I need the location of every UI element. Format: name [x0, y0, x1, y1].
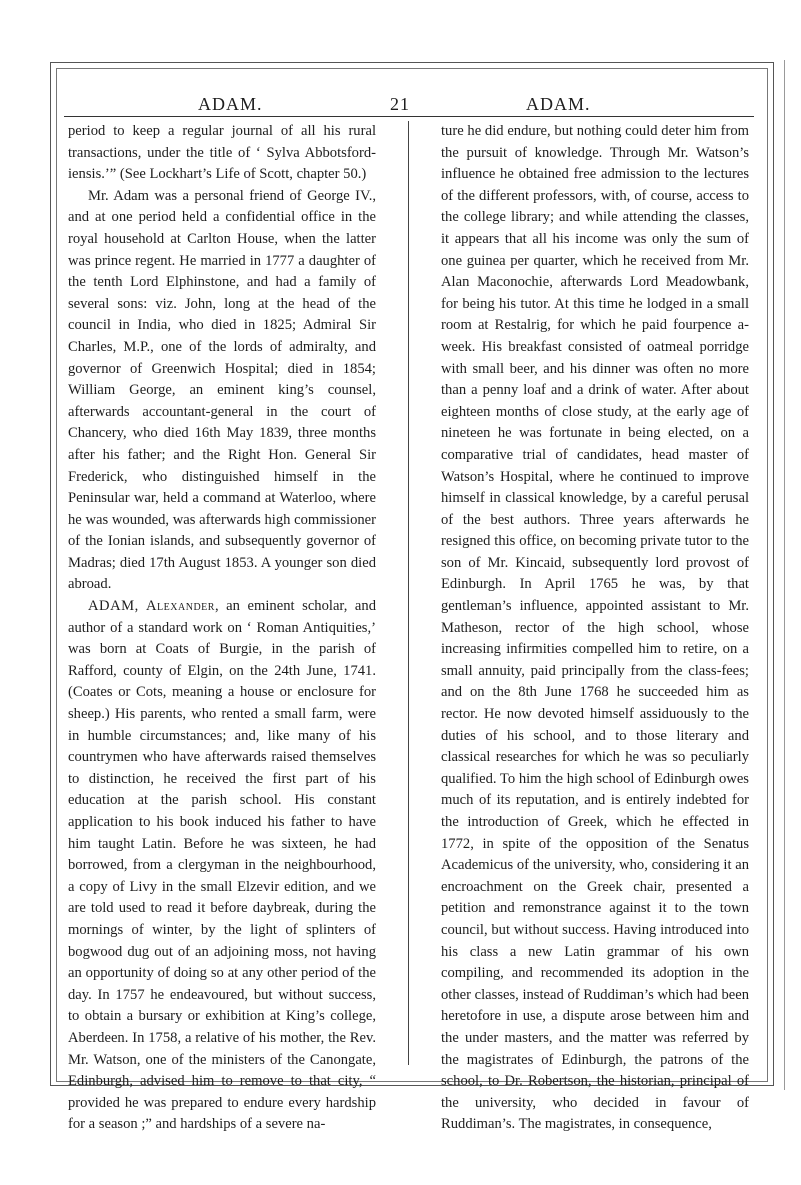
running-header [60, 94, 760, 118]
paragraph: period to keep a regular journal of all his rural transactions, under the title of ‘ Sylva Abbotsford-iensis.’” (See Lockhart’s Life of Scott, chapter 50.) [68, 123, 376, 183]
page-edge-rule [784, 60, 785, 1090]
paragraph-entry-adam-alexander [68, 596, 376, 1136]
page-number: 21 [390, 94, 410, 114]
left-column [68, 121, 376, 1136]
column-divider [408, 121, 409, 1065]
header-right-word: ADAM. [526, 94, 591, 114]
header-left-word: ADAM. [198, 94, 263, 114]
header-rule [64, 116, 754, 117]
right-column [441, 121, 749, 1136]
paragraph: ture he did endure, but nothing could deter him from the pursuit of knowledge. Through Mr. Watson’s influence he obtained free admission to the lectures of the different professors, with, of course, access to the college library; and while attending the classes, it appears that all his income was only the sum of one guinea per quarter, which he received from Mr. Alan Maconochie, afterwards Lord Meadowbank, for being his tutor. At this time he lodged in a small room at Restalrig, for which he paid fourpence a-week. His breakfast consisted of oatmeal porridge with small beer, and his dinner was often no more than a penny loaf and a drink of water. After about eighteen months of close study, at the early age of nineteen he was fortunate in being elected, on a comparative trial of candidates, head master of Watson’s Hospital, where he continued to improve himself in classical knowledge, by a careful perusal of the best authors. Three years afterwards he resigned this office, on becoming private tutor to the son of Mr. Kincaid, subsequently lord provost of Edinburgh. In April 1765 he was, by that gentleman’s influence, appointed assistant to Mr. Matheson, rector of the high school, whose increasing infirmities compelled him to retire, on a small annuity, paid principally from the class-fees; and on the 8th June 1768 he succeeded him as rector. He now devoted himself assiduously to the duties of his school, and to those literary and classical researches for which he was so peculiarly qualified. To him the high school of Edinburgh owes much of its reputation, and is entirely indebted for the introduction of Greek, which he effected in 1772, in spite of the opposition of the Senatus Academicus of the university, who, considering it an encroachment on the Greek chair, presented a petition and remonstrance against it to the town council, but without success. Having introduced into his class a new Latin grammar of his own compiling, and recommended its adoption in the other classes, instead of Ruddiman’s which had been heretofore in use, a dispute arose between him and the under masters, and the matter was referred by the magistrates of Edinburgh, the patrons of the school, to Dr. Robertson, the historian, principal of the university, who decided in favour of Ruddiman’s. The magistrates, in consequence, [441, 123, 750, 1133]
entry-headword: ADAM, Alexander [88, 598, 215, 615]
paragraph: Mr. Adam was a personal friend of George IV., and at one period held a confidential office in the royal household at Carlton House, when the latter was prince regent. He married in 1777 a daughter of the tenth Lord Elphinstone, and had a family of several sons: viz. John, long at the head of the council in India, who died in 1825; Admiral Sir Charles, M.P., one of the lords of admiralty, and governor of Greenwich Hospital; died in 1854; William George, an eminent king’s counsel, afterwards accountant-general in the court of Chancery, who died 16th May 1839, three months after his father; and the Right Hon. General Sir Frederick, who distinguished himself in the Peninsular war, held a command at Waterloo, where he was wounded, was afterwards high commissioner of the Ionian islands, and subsequently governor of Madras; died 17th August 1853. A younger son died abroad. [68, 187, 376, 593]
entry-text: , an eminent scholar, and author of a standard work on ‘ Roman Antiquities,’ was born at Coats of Burgie, in the parish of Rafford, county of Elgin, on the 24th June, 1741. (Coates or Cots, meaning a house or enclosure for sheep.) His parents, who rented a small farm, were in humble circumstances; and, like many of his countrymen who have afterwards raised themselves to distinction, he received the first part of his education at the parish school. His constant application to his book induced his father to have him taught Latin. Before he was sixteen, he had borrowed, from a clergyman in the neighbourhood, a copy of Livy in the small Elzevir edition, and we are told used to read it before daybreak, during the mornings of winter, by the light of splinters of bogwood dug out of an adjoining moss, not having an opportunity of doing so at any other period of the day. In 1757 he endeavoured, but without success, to obtain a bursary or exhibition at King’s college, Aberdeen. In 1758, a relative of his mother, the Rev. Mr. Watson, one of the ministers of the Canongate, Edinburgh, advised him to remove to that city, “ provided he was prepared to endure every hardship for a season ;” and hardships of a severe na- [68, 598, 376, 1133]
